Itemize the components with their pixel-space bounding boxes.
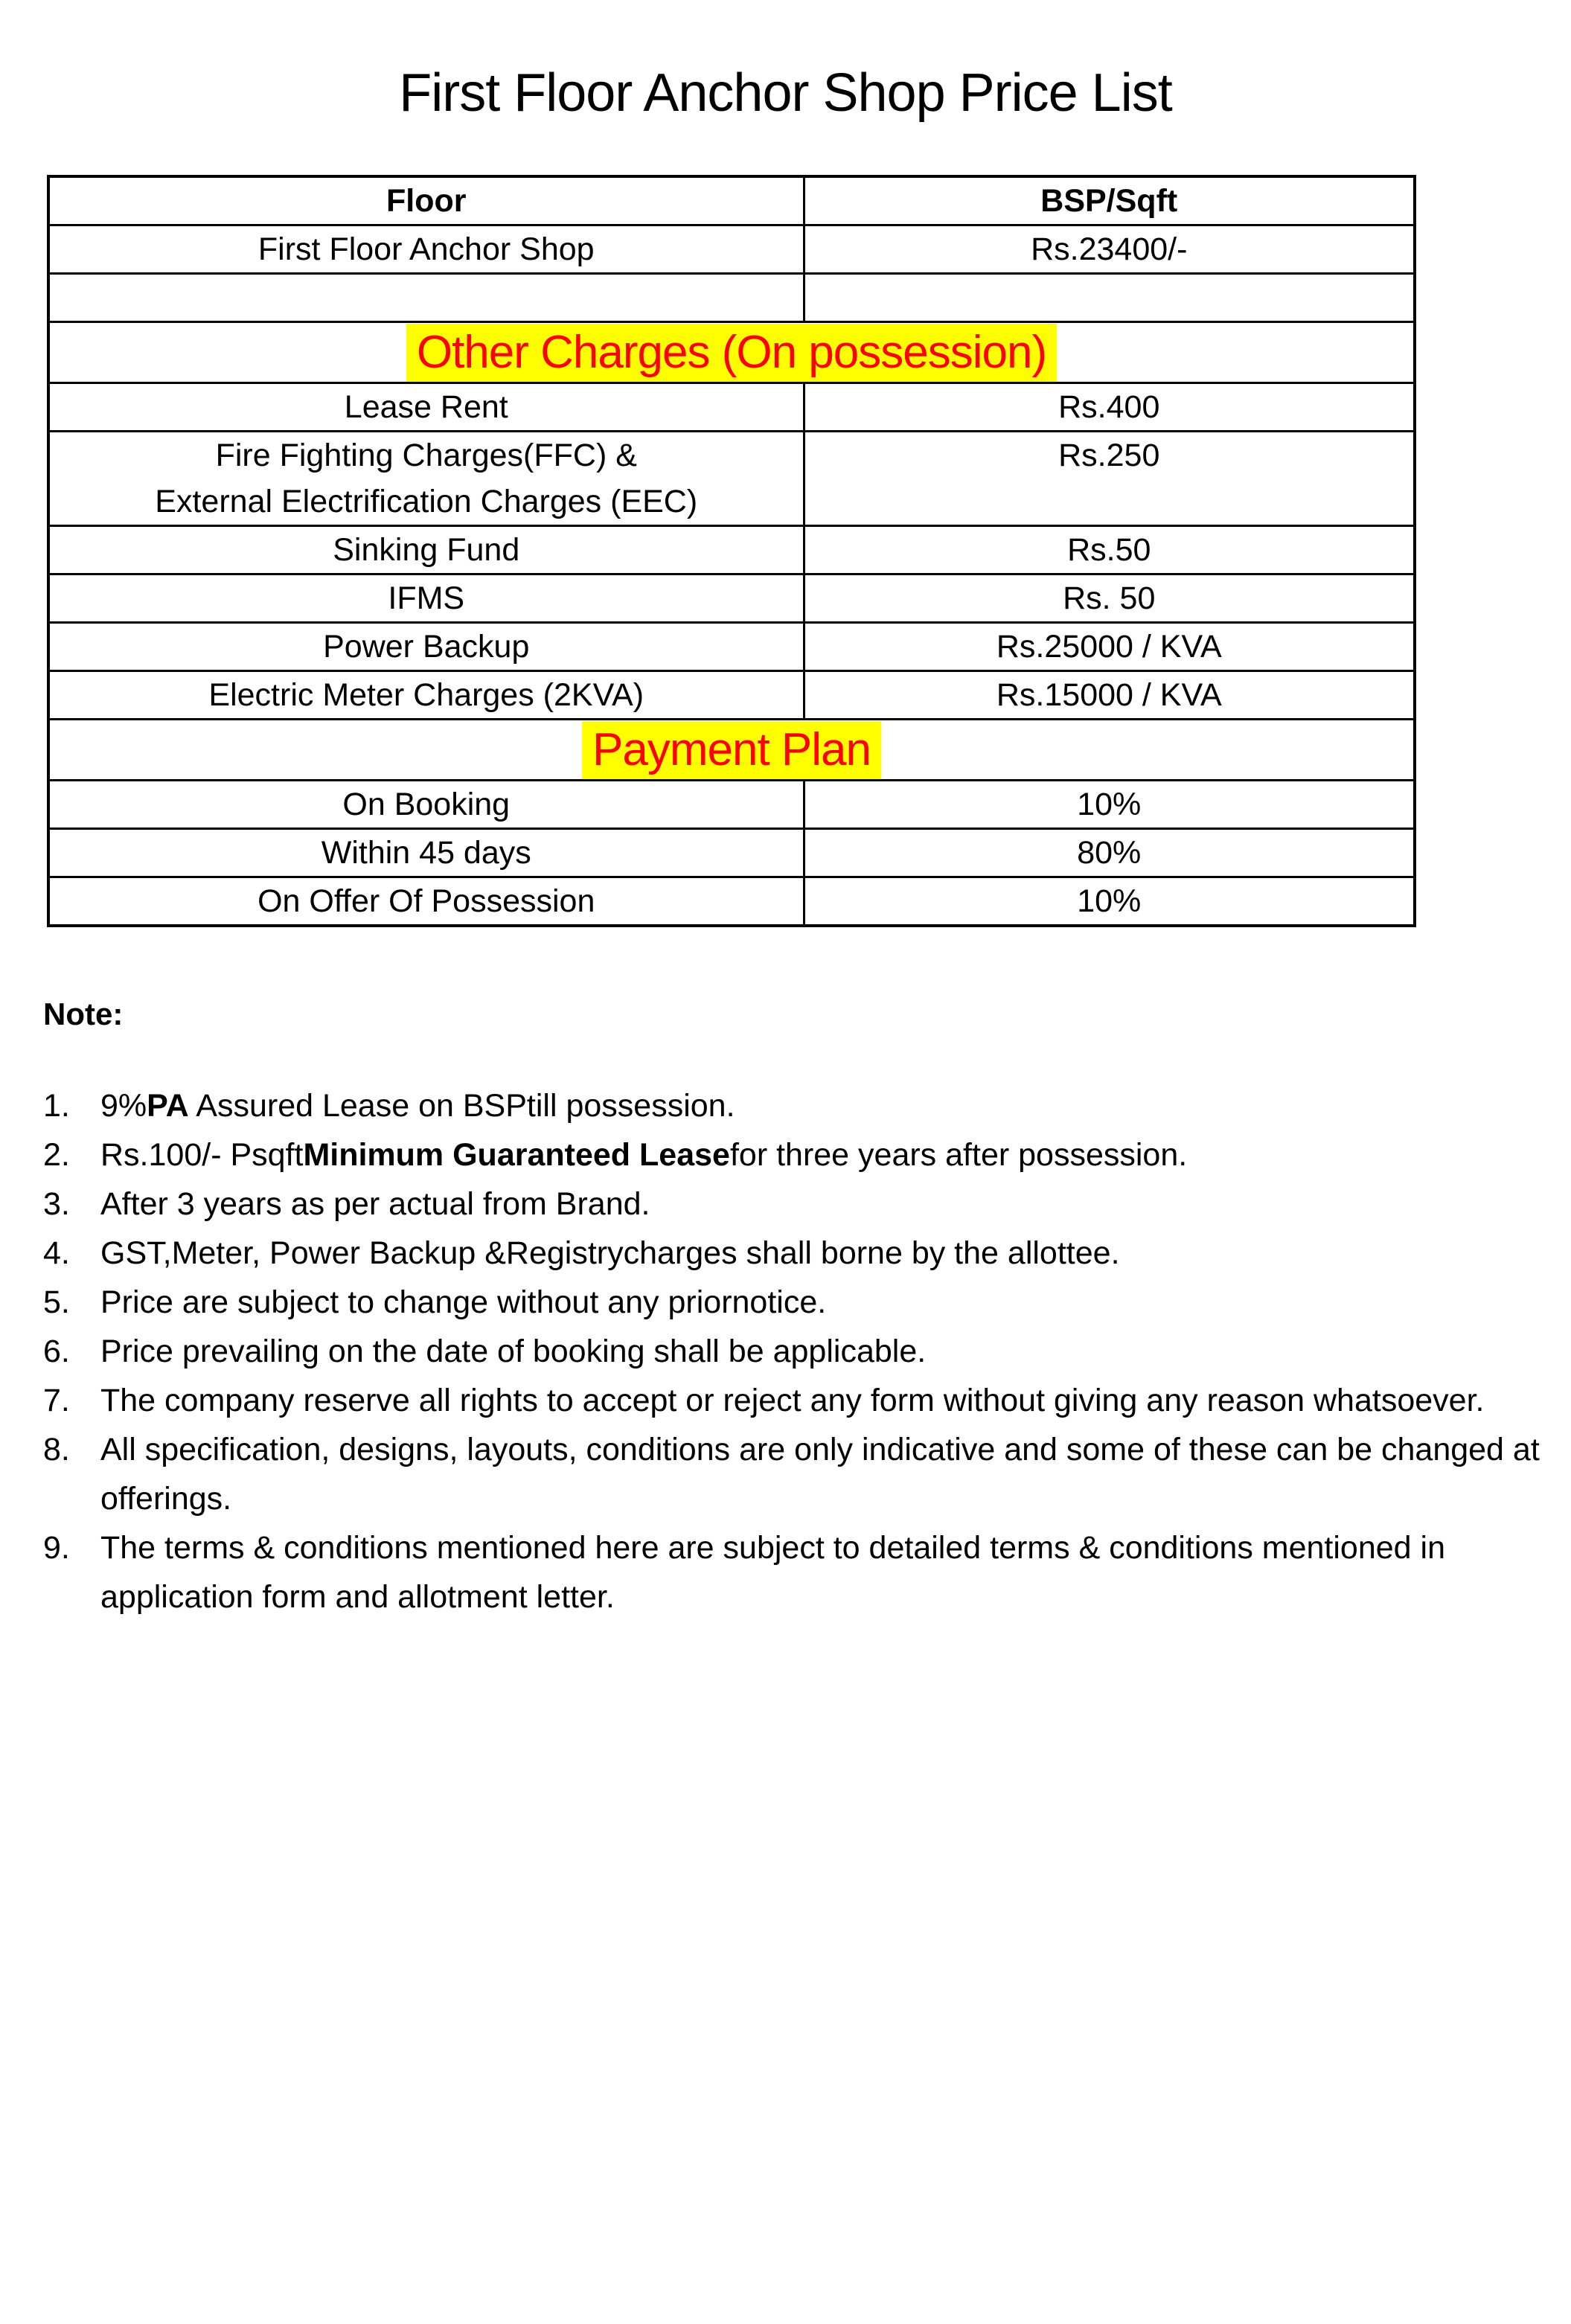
label-cell: First Floor Anchor Shop: [48, 225, 804, 274]
note-number: 4.: [43, 1235, 70, 1271]
table-row: [48, 781, 1415, 829]
note-number: 3.: [43, 1185, 70, 1222]
note-number: 5.: [43, 1284, 70, 1320]
note-text: The terms & conditions mentioned here are subject to detailed terms & conditions mentioned in application form and allotment letter.: [100, 1529, 1445, 1615]
table-row: [48, 829, 1415, 877]
note-item: [43, 1425, 1561, 1523]
value-cell: Rs. 50: [804, 574, 1415, 623]
note-text: Price prevailing on the date of booking shall be applicable.: [100, 1333, 927, 1369]
value-cell: Rs.250: [804, 432, 1415, 526]
note-item: [43, 1327, 1561, 1376]
section-row: [48, 322, 1415, 383]
table-row: [48, 623, 1415, 671]
note-text: After 3 years as per actual from Brand.: [100, 1185, 650, 1222]
section-cell: [48, 720, 1415, 781]
label-cell: Lease Rent: [48, 383, 804, 432]
note-number: 9.: [43, 1529, 70, 1566]
note-number: 2.: [43, 1136, 70, 1173]
notes-list: [43, 1081, 1561, 1622]
note-item: [43, 1130, 1561, 1179]
document-page: [0, 61, 1571, 1622]
note-text: All specification, designs, layouts, conditions are only indicative and some of these can be changed at offerings.: [100, 1431, 1540, 1517]
price-table-body: [48, 176, 1415, 926]
note-item: [43, 1229, 1561, 1278]
label-cell: Fire Fighting Charges(FFC) & External Electrification Charges (EEC): [48, 432, 804, 526]
table-row: [48, 383, 1415, 432]
label-cell: Electric Meter Charges (2KVA): [48, 671, 804, 720]
notes-section: [43, 996, 1561, 1621]
value-cell: Rs.400: [804, 383, 1415, 432]
table-row: [48, 176, 1415, 225]
note-item: [43, 1523, 1561, 1622]
note-number: 8.: [43, 1431, 70, 1467]
section-cell: [48, 322, 1415, 383]
label-cell: On Booking: [48, 781, 804, 829]
section-label: Other Charges (On possession): [406, 324, 1057, 382]
value-cell: Rs.25000 / KVA: [804, 623, 1415, 671]
note-number: 1.: [43, 1087, 70, 1124]
value-cell: 80%: [804, 829, 1415, 877]
label-cell: IFMS: [48, 574, 804, 623]
label-cell: Floor: [48, 176, 804, 225]
note-number: 7.: [43, 1382, 70, 1418]
label-cell: Sinking Fund: [48, 526, 804, 574]
table-row: [48, 574, 1415, 623]
value-cell: 10%: [804, 781, 1415, 829]
price-table: [47, 175, 1416, 927]
note-text: Rs.100/- PsqftMinimum Guaranteed Leasefor three years after possession.: [100, 1136, 1188, 1173]
value-cell: BSP/Sqft: [804, 176, 1415, 225]
table-row: [48, 526, 1415, 574]
section-row: [48, 720, 1415, 781]
label-cell: Within 45 days: [48, 829, 804, 877]
value-cell: Rs.15000 / KVA: [804, 671, 1415, 720]
section-label: Payment Plan: [582, 721, 881, 779]
note-item: [43, 1179, 1561, 1229]
table-row: [48, 274, 1415, 322]
table-row: [48, 671, 1415, 720]
note-text: 9%PA Assured Lease on BSPtill possession.: [100, 1087, 735, 1124]
label-cell: On Offer Of Possession: [48, 877, 804, 926]
note-text: The company reserve all rights to accept or reject any form without giving any reason whatsoever.: [100, 1382, 1485, 1418]
note-item: [43, 1376, 1561, 1425]
value-cell: [804, 274, 1415, 322]
note-item: [43, 1081, 1561, 1130]
page-title: First Floor Anchor Shop Price List: [399, 63, 1172, 123]
note-number: 6.: [43, 1333, 70, 1369]
note-item: [43, 1278, 1561, 1327]
value-cell: Rs.23400/-: [804, 225, 1415, 274]
value-cell: 10%: [804, 877, 1415, 926]
label-cell: Power Backup: [48, 623, 804, 671]
note-text: GST,Meter, Power Backup &Registrycharges shall borne by the allottee.: [100, 1235, 1120, 1271]
notes-heading: Note:: [43, 996, 124, 1032]
table-row: [48, 432, 1415, 526]
table-row: [48, 877, 1415, 926]
table-row: [48, 225, 1415, 274]
value-cell: Rs.50: [804, 526, 1415, 574]
label-cell: [48, 274, 804, 322]
note-text: Price are subject to change without any priornotice.: [100, 1284, 827, 1320]
